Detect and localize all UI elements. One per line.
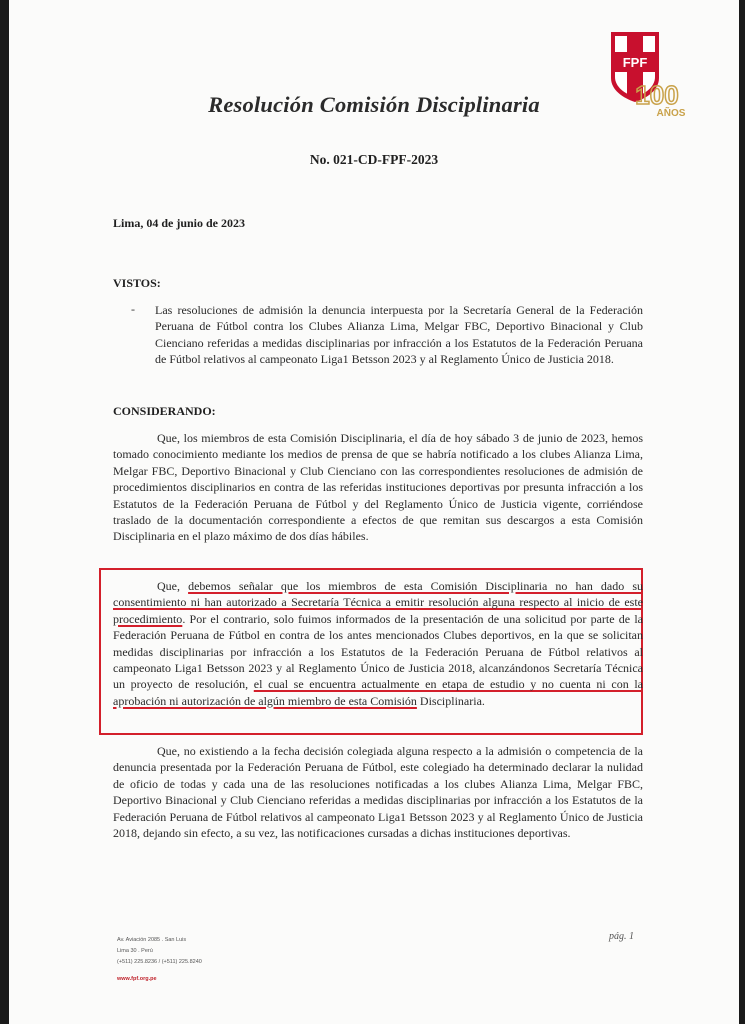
logo-fpf-text: FPF (622, 55, 648, 70)
document-title: Resolución Comisión Disciplinaria (208, 92, 540, 117)
document-page (9, 0, 739, 1024)
p2-middle: . Por el contrario, solo fuimos informados de la presentación de una solicitud por parte de la Federación Peruana de Fútbol en contra de los antes mencionados Clubes deportivos, en la que se solicitan medidas disciplinarias por infracción a los Estatutos de la Federación Peruana de Fútbol relativos al campeonato Liga1 Betsson 2023 y al Reglamento Único de Justicia 2018, alcanzándonos Secretaría Técnica un proyecto de resolución, (113, 611, 643, 692)
p2-lead: Que, (157, 579, 189, 593)
considerando-heading: CONSIDERANDO: (113, 404, 216, 418)
footer-contact (117, 935, 202, 985)
document-date: Lima, 04 de junio de 2023 (113, 216, 246, 230)
footer-website: www.fpf.org.pe (117, 976, 157, 982)
resolution-number: No. 021-CD-FPF-2023 (309, 152, 439, 167)
logo-anos-text: AÑOS (656, 108, 686, 118)
vistos-heading: VISTOS: (113, 276, 161, 290)
vistos-bullet: - (131, 302, 135, 316)
logo-100-text: 100 (635, 80, 679, 110)
footer-phones: (+511) 225.8236 / (+511) 225.8240 (117, 959, 202, 965)
vistos-paragraph: Las resoluciones de admisión la denuncia interpuesta por la Secretaría General de la Federación Peruana de Fútbol contra los Clubes Alianza Lima, Melgar FBC, Deportivo Binacional y Club Cienciano referidas a medidas disciplinarias por infracción a los Estatutos de la Federación Peruana de Fútbol relativos al campeonato Liga1 Betsson 2023 y al Reglamento Único de Justicia 2018. (155, 303, 643, 367)
considerando-paragraph-1: Que, los miembros de esta Comisión Disciplinaria, el día de hoy sábado 3 de junio de 2023, hemos tomado conocimiento mediante los medios de prensa de que se habría notificado a los clubes Alianza Lima, Melgar FBC, Deportivo Binacional y Club Cienciano con las correspondientes resoluciones de admisión de procedimientos disciplinarios en contra de las referidas instituciones deportivas por presunta infracción a los Estatutos de la Federación Peruana de Fútbol y del Reglamento Único de Justicia vigente, corriéndose traslado de la documentación correspondiente a efectos de que remitan sus descargos a esta Comisión Disciplinaria en el plazo máximo de dos días hábiles. (113, 431, 643, 544)
considerando-paragraph-3: Que, no existiendo a la fecha decisión colegiada alguna respecto a la admisión o competencia de la denuncia presentada por la Federación Peruana de Fútbol, este colegiado ha determinado declarar la nulidad de oficio de todas y cada una de las resoluciones notificadas a los clubes Alianza Lima, Melgar FBC, Deportivo Binacional y Club Cienciano referidas a medidas disciplinarias por infracción a los Estatutos de la Federación Peruana de Fútbol relativos al campeonato Liga1 Betsson 2023 y al Reglamento Único de Justicia 2018, dejando sin efecto, a su vez, las notificaciones cursadas a dichas instituciones deportivas. (113, 744, 643, 841)
p2-underlined-statement-2: el cual se encuentra actualmente en etapa de estudio y no cuenta ni con la aprobación ni autorización de algún miembro de esta Comisión (113, 677, 643, 708)
footer-address-line-2: Lima 30 . Perú (117, 948, 153, 954)
considerando-paragraph-2 (113, 578, 643, 709)
page-number: pág. 1 (609, 931, 634, 942)
footer-address-line-1: Av. Aviación 2085 . San Luis (117, 937, 187, 943)
p2-underlined-statement-1: debemos señalar que los miembros de esta Comisión Disciplinaria no han dado su consentimiento ni han autorizado a Secretaría Técnica a emitir resolución alguna respecto al inicio de este procedimiento (113, 579, 643, 626)
p2-end: Disciplinaria. (416, 693, 485, 708)
